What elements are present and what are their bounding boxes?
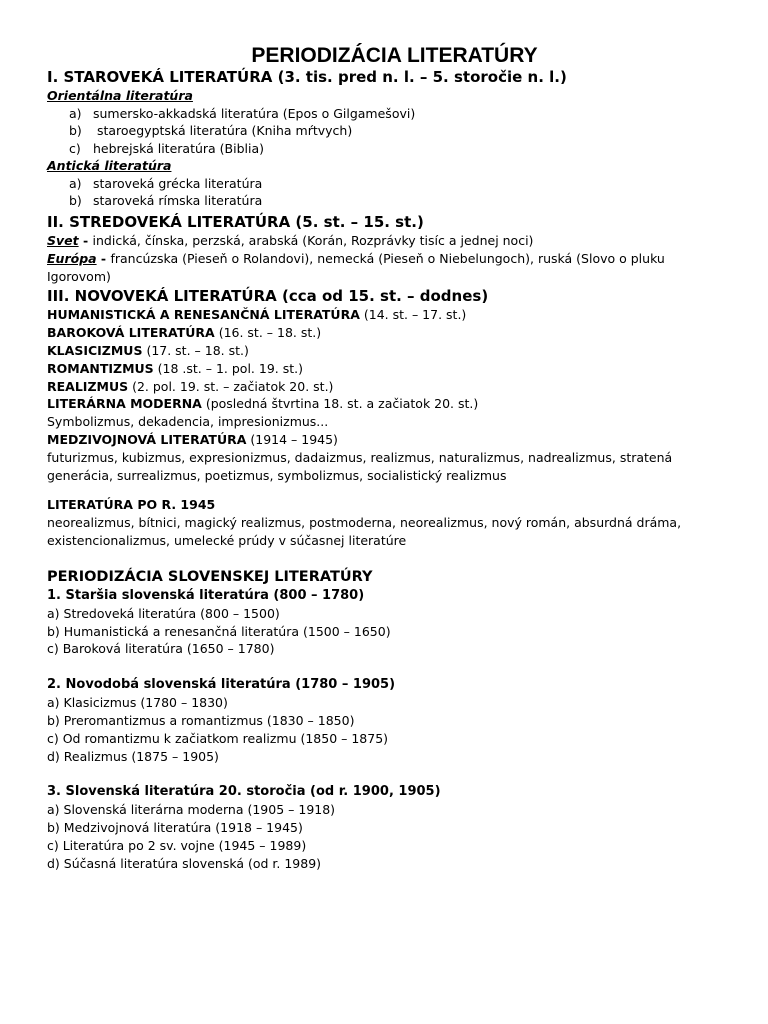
oriental-label-text: Orientálna literatúra: [47, 88, 193, 103]
list-marker: a): [69, 175, 82, 191]
po1945-text: neorealizmus, bítnici, magický realizmus, postmoderna, neorealizmus, nový román, absurdná dráma, existencionalizmus, umelecké prúdy v súčasnej literatúre: [47, 515, 682, 548]
svet-label: Svet: [47, 232, 79, 248]
slovak-group-title: 1. Staršia slovenská literatúra (800 – 1780): [47, 587, 365, 603]
list-item: [47, 192, 728, 210]
period-name: LITERÁRNA MODERNA: [47, 396, 202, 412]
slovak-group-item: b) Medzivojnová literatúra (1918 – 1945): [47, 820, 303, 836]
europa-label: Európa: [47, 250, 97, 266]
period-line: [47, 431, 728, 449]
period-line: [47, 342, 728, 360]
slovak-group-item: c) Literatúra po 2 sv. vojne (1945 – 1989): [47, 837, 307, 853]
spacer: [47, 658, 728, 676]
period-range: (16. st. – 18. st.): [214, 325, 322, 341]
period-name: MEDZIVOJNOVÁ LITERATÚRA: [47, 431, 247, 447]
antic-label-text: Antická literatúra: [47, 158, 172, 174]
europa-text: francúzska (Pieseň o Rolandovi), nemecká (Pieseň o Niebelungoch), ruská (Slovo o pluku Igorovom): [47, 250, 665, 284]
list-item-text: staroegyptská literatúra (Kniha mŕtvych): [93, 123, 353, 139]
slovak-group-title: 3. Slovenská literatúra 20. storočia (od r. 1900, 1905): [47, 784, 441, 800]
list-marker: c): [69, 140, 81, 156]
period-line: [47, 306, 728, 324]
spacer: [47, 550, 728, 568]
svet-line: [47, 232, 728, 250]
slovak-group-item: b) Preromantizmus a romantizmus (1830 – 1850): [47, 712, 355, 728]
oriental-list: [47, 105, 728, 158]
slovak-group-item: d) Realizmus (1875 – 1905): [47, 748, 219, 764]
list-item: [47, 175, 728, 193]
list-item-text: sumersko-akkadská literatúra (Epos o Gilgamešovi): [93, 105, 416, 121]
oriental-label: [47, 87, 728, 105]
list-marker: b): [69, 123, 82, 139]
period-range: (14. st. – 17. st.): [359, 307, 467, 323]
list-item: [47, 122, 728, 140]
list-item-text: hebrejská literatúra (Biblia): [93, 140, 265, 156]
period-name: KLASICIZMUS: [47, 342, 143, 358]
antic-list: [47, 175, 728, 210]
slovak-group-title: 2. Novodobá slovenská literatúra (1780 – 1905): [47, 677, 396, 693]
list-marker: b): [69, 193, 82, 209]
period-line: [47, 378, 728, 396]
period-range: (1914 – 1945): [246, 431, 338, 447]
slovak-group-item: a) Slovenská literárna moderna (1905 – 1918): [47, 802, 336, 818]
section-modern-heading: III. NOVOVEKÁ LITERATÚRA (cca od 15. st. – dodnes): [47, 287, 489, 306]
period-line: [47, 360, 728, 378]
slovak-group-item: c) Baroková literatúra (1650 – 1780): [47, 641, 275, 657]
antic-label: [47, 157, 728, 175]
europa-dash: -: [96, 250, 111, 266]
period-line: [47, 324, 728, 342]
page-title: PERIODIZÁCIA LITERATÚRY: [251, 44, 538, 67]
section-ancient-heading: I. STAROVEKÁ LITERATÚRA (3. tis. pred n. l. – 5. storočie n. l.): [47, 68, 567, 86]
section-medieval-heading: II. STREDOVEKÁ LITERATÚRA (5. st. – 15. st.): [47, 212, 424, 231]
slovak-group-item: c) Od romantizmu k začiatkom realizmu (1850 – 1875): [47, 730, 389, 746]
list-item: [47, 105, 728, 123]
period-range: (18 .st. – 1. pol. 19. st.): [153, 360, 303, 376]
period-name: ROMANTIZMUS: [47, 360, 154, 376]
slovak-section-heading: PERIODIZÁCIA SLOVENSKEJ LITERATÚRY: [47, 568, 373, 585]
list-item: [47, 140, 728, 158]
medzivoj-text: futurizmus, kubizmus, expresionizmus, dadaizmus, realizmus, naturalizmus, nadrealizmus, stratená generácia, surrealizmus, poetizmus, symbolizmus, socialistický realizmus: [47, 449, 673, 483]
slovak-group-item: d) Súčasná literatúra slovenská (od r. 1989): [47, 855, 322, 871]
slovak-group-item: a) Klasicizmus (1780 – 1830): [47, 695, 228, 711]
po1945-heading: LITERATÚRA PO R. 1945: [47, 497, 216, 513]
period-line: [47, 395, 728, 413]
list-item-text: staroveká grécka literatúra: [93, 175, 263, 191]
svet-dash: -: [78, 232, 93, 248]
svet-text: indická, čínska, perzská, arabská (Korán, Rozprávky tisíc a jednej noci): [92, 232, 534, 248]
period-range: (17. st. – 18. st.): [142, 342, 249, 358]
spacer: [47, 484, 728, 496]
period-name: BAROKOVÁ LITERATÚRA: [47, 325, 215, 341]
slovak-group-item: a) Stredoveká literatúra (800 – 1500): [47, 605, 280, 621]
list-marker: a): [69, 105, 82, 121]
period-name: HUMANISTICKÁ A RENESANČNÁ LITERATÚRA: [47, 307, 360, 323]
slovak-group-item: b) Humanistická a renesančná literatúra (1500 – 1650): [47, 623, 391, 639]
list-item-text: staroveká rímska literatúra: [93, 193, 263, 209]
period-name: REALIZMUS: [47, 378, 129, 394]
spacer: [47, 765, 728, 783]
period-range: (posledná štvrtina 18. st. a začiatok 20. st.): [201, 396, 479, 412]
period-range: (2. pol. 19. st. – začiatok 20. st.): [128, 378, 334, 394]
moderna-text: Symbolizmus, dekadencia, impresionizmus...: [47, 414, 329, 430]
europa-line: [47, 250, 728, 286]
